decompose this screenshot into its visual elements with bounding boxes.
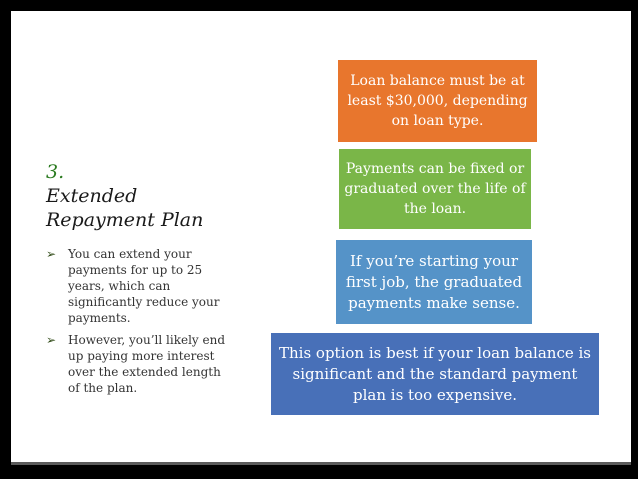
bullet-text: You can extend your payments for up to 25 years, which can significantly reduce your payments.: [68, 247, 220, 325]
info-box-payments: [339, 149, 531, 229]
info-box-first-job: [336, 240, 532, 324]
title-line-1: Extended: [46, 185, 138, 207]
info-box-best-option: [271, 333, 599, 415]
bullet-item: [46, 332, 236, 396]
bullet-item: [46, 246, 236, 326]
info-box-text: If you’re starting your first job, the graduated payments make sense.: [345, 251, 523, 312]
info-box-loan-balance: [338, 60, 537, 142]
frame-top: [0, 0, 638, 11]
title-number: 3.: [46, 161, 65, 183]
frame-bottom: [0, 465, 638, 479]
arrow-bullet-icon: ➢: [46, 247, 57, 261]
slide-title: [46, 160, 246, 232]
bullet-list: [46, 246, 236, 402]
title-line-2: Repayment Plan: [46, 209, 204, 231]
bullet-text: However, you’ll likely end up paying more interest over the extended length of the plan.: [68, 333, 226, 395]
info-box-text: Loan balance must be at least $30,000, depending on loan type.: [347, 73, 528, 129]
info-box-text: This option is best if your loan balance is significant and the standard payment plan is too expensive.: [279, 343, 591, 404]
frame-left: [0, 0, 11, 479]
info-box-text: Payments can be fixed or graduated over the life of the loan.: [344, 161, 526, 217]
frame-right: [631, 0, 638, 479]
arrow-bullet-icon: ➢: [46, 333, 57, 347]
